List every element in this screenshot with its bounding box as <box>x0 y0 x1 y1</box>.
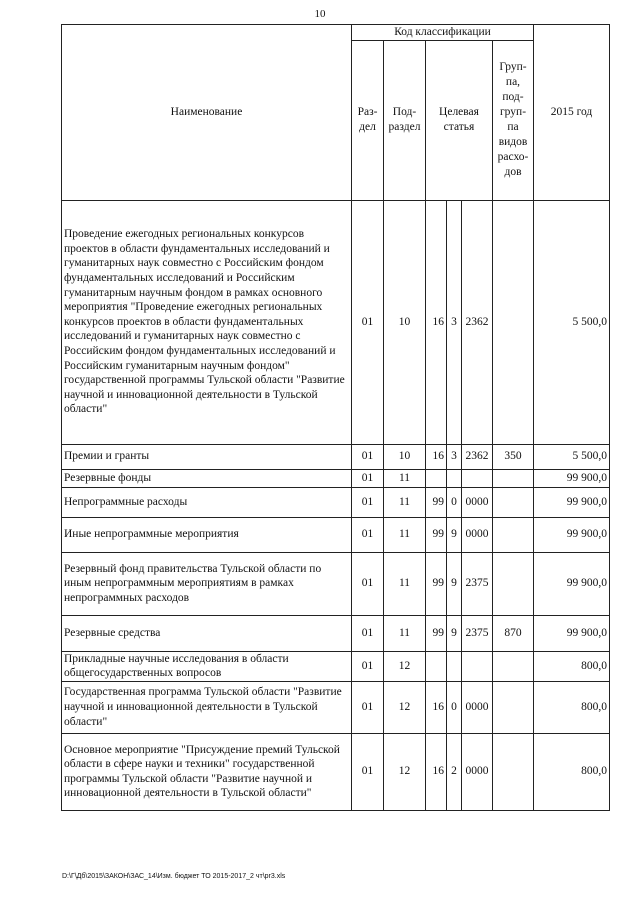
row-amount: 99 900,0 <box>534 487 610 517</box>
row-target-direction: 0000 <box>462 487 493 517</box>
row-name: Государственная программа Тульской области "Развитие научной и инновационной деятельности в Тульской области" <box>62 681 352 733</box>
header-target-article-label: Целевая статья <box>439 106 479 134</box>
header-section-label: Раз- дел <box>357 106 378 134</box>
header-section <box>352 40 384 200</box>
row-target-direction: 2362 <box>462 444 493 469</box>
table-row <box>62 733 610 810</box>
header-subsection <box>384 40 426 200</box>
row-name: Премии и гранты <box>62 444 352 469</box>
row-expense-group <box>493 552 534 615</box>
row-target-subprogram: 2 <box>447 733 462 810</box>
header-year: 2015 год <box>534 25 610 201</box>
row-subsection: 10 <box>384 444 426 469</box>
row-target-program: 16 <box>426 733 447 810</box>
row-section: 01 <box>352 469 384 487</box>
row-target-direction <box>462 651 493 681</box>
row-subsection: 11 <box>384 487 426 517</box>
row-section: 01 <box>352 487 384 517</box>
budget-table <box>61 24 610 811</box>
row-expense-group: 350 <box>493 444 534 469</box>
row-target-subprogram: 9 <box>447 517 462 552</box>
header-name: Наименование <box>62 25 352 201</box>
row-target-direction <box>462 469 493 487</box>
row-target-program: 99 <box>426 487 447 517</box>
row-name: Проведение ежегодных региональных конкурсов проектов в области фундаментальных исследований и гуманитарных наук совместно с Российским фондом фундаментальных исследований и Российским гуманитарным научным фондом в рамках основного мероприятия "Проведение ежегодных региональных конкурсов проектов в области фундаментальных исследований и гуманитарных наук совместно с Российским фондом фундаментальных исследований и Российским гуманитарным научным фондом" государственной программы Тульской области "Развитие научной и инновационной деятельности в Тульской области" <box>62 200 352 444</box>
page-number: 10 <box>314 8 326 20</box>
row-amount: 5 500,0 <box>534 444 610 469</box>
row-section: 01 <box>352 552 384 615</box>
row-name: Иные непрограммные мероприятия <box>62 517 352 552</box>
row-subsection: 11 <box>384 517 426 552</box>
row-expense-group <box>493 517 534 552</box>
row-expense-group <box>493 733 534 810</box>
row-target-program: 16 <box>426 200 447 444</box>
row-target-program: 99 <box>426 552 447 615</box>
header-subsection-label: Под- раздел <box>388 106 421 134</box>
table-row <box>62 615 610 651</box>
table-row <box>62 469 610 487</box>
row-name: Основное мероприятие "Присуждение премий Тульской области в сфере науки и техники" государственной программы Тульской области "Развитие научной и инновационной деятельности в Тульской области" <box>62 733 352 810</box>
row-section: 01 <box>352 444 384 469</box>
row-target-direction: 2375 <box>462 615 493 651</box>
row-subsection: 12 <box>384 651 426 681</box>
table-header <box>62 25 610 201</box>
table-row <box>62 651 610 681</box>
row-target-subprogram <box>447 469 462 487</box>
row-target-program <box>426 469 447 487</box>
table-row <box>62 517 610 552</box>
row-amount: 99 900,0 <box>534 517 610 552</box>
row-target-direction: 0000 <box>462 681 493 733</box>
header-classification-code: Код классификации <box>352 25 534 41</box>
row-subsection: 11 <box>384 469 426 487</box>
row-expense-group <box>493 651 534 681</box>
row-amount: 99 900,0 <box>534 615 610 651</box>
row-name: Резервные фонды <box>62 469 352 487</box>
table-row <box>62 552 610 615</box>
row-expense-group <box>493 487 534 517</box>
row-subsection: 10 <box>384 200 426 444</box>
table-row <box>62 487 610 517</box>
row-target-direction: 2362 <box>462 200 493 444</box>
row-target-direction: 0000 <box>462 517 493 552</box>
row-amount: 800,0 <box>534 681 610 733</box>
row-subsection: 11 <box>384 552 426 615</box>
row-name: Прикладные научные исследования в области общегосударственных вопросов <box>62 651 352 681</box>
header-target-article <box>426 40 493 200</box>
table-row <box>62 681 610 733</box>
row-name: Резервный фонд правительства Тульской области по иным непрограммным мероприятиям в рамках непрограммных расходов <box>62 552 352 615</box>
row-target-subprogram: 9 <box>447 615 462 651</box>
row-target-subprogram: 9 <box>447 552 462 615</box>
row-target-subprogram <box>447 651 462 681</box>
row-subsection: 12 <box>384 733 426 810</box>
row-amount: 99 900,0 <box>534 552 610 615</box>
row-target-subprogram: 0 <box>447 487 462 517</box>
row-name: Непрограммные расходы <box>62 487 352 517</box>
table-row <box>62 200 610 444</box>
row-section: 01 <box>352 200 384 444</box>
row-amount: 5 500,0 <box>534 200 610 444</box>
row-expense-group <box>493 469 534 487</box>
table-row <box>62 444 610 469</box>
row-section: 01 <box>352 733 384 810</box>
file-path-footer: D:\Г\Дб\2015\ЗАКОН\ЗАС_14\Изм. бюджет ТО 2015-2017_2 чт\pr3.xls <box>62 873 286 880</box>
row-name: Резервные средства <box>62 615 352 651</box>
row-target-program: 99 <box>426 615 447 651</box>
row-amount: 800,0 <box>534 733 610 810</box>
row-amount: 800,0 <box>534 651 610 681</box>
row-section: 01 <box>352 651 384 681</box>
row-subsection: 11 <box>384 615 426 651</box>
row-target-program: 16 <box>426 444 447 469</box>
row-expense-group: 870 <box>493 615 534 651</box>
row-target-program: 16 <box>426 681 447 733</box>
row-target-program: 99 <box>426 517 447 552</box>
row-target-subprogram: 3 <box>447 444 462 469</box>
row-section: 01 <box>352 517 384 552</box>
row-section: 01 <box>352 681 384 733</box>
row-target-direction: 2375 <box>462 552 493 615</box>
header-expense-group-label: Груп- па, под- груп- па видов расхо- дов <box>497 61 529 178</box>
row-target-direction: 0000 <box>462 733 493 810</box>
row-target-program <box>426 651 447 681</box>
row-subsection: 12 <box>384 681 426 733</box>
row-amount: 99 900,0 <box>534 469 610 487</box>
row-target-subprogram: 3 <box>447 200 462 444</box>
row-target-subprogram: 0 <box>447 681 462 733</box>
row-section: 01 <box>352 615 384 651</box>
row-expense-group <box>493 681 534 733</box>
header-expense-group <box>493 40 534 200</box>
row-expense-group <box>493 200 534 444</box>
